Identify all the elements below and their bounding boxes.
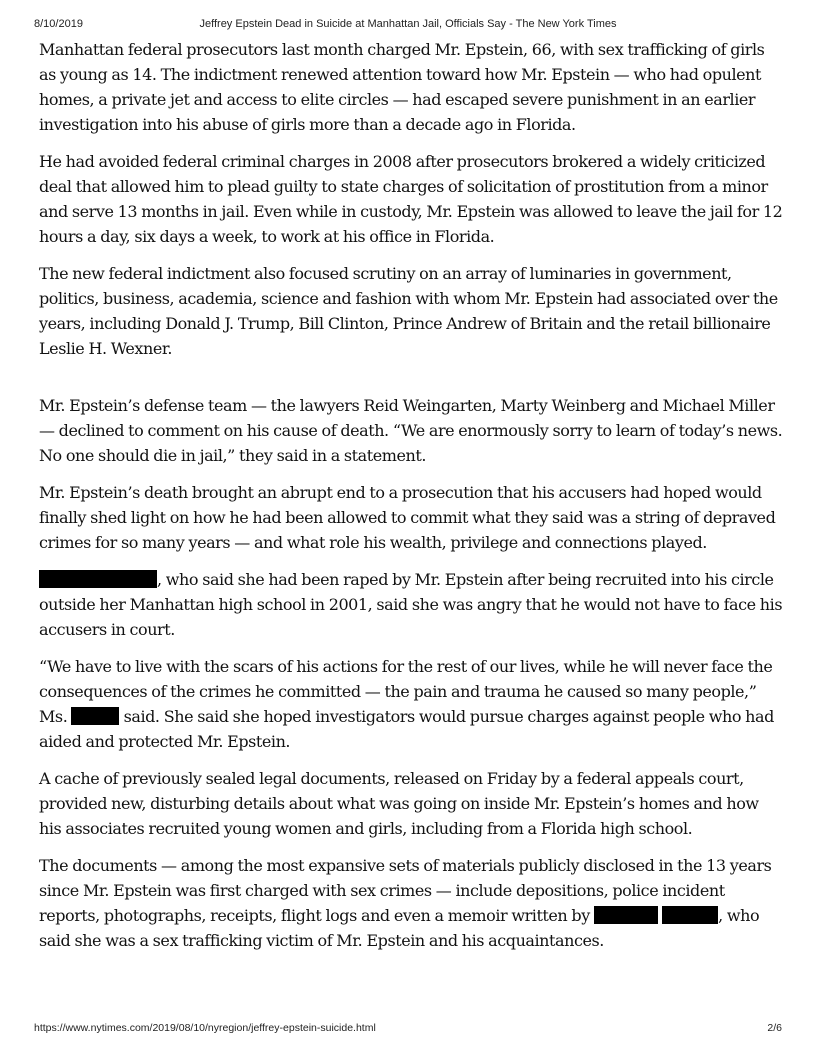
paragraph-documents-contents: The documents — among the most expansive sets of materials publicly disclosed in the 13 years since Mr. Epstein was first charged with sex crimes — include depositions, police incident reports, photographs, receipts, flight logs and even a memoir written by , who said she was a sex trafficking victim of Mr. Epstein and his acquaintances.: [39, 856, 772, 950]
source-url: https://www.nytimes.com/2019/08/10/nyregion/jeffrey-epstein-suicide.html: [34, 1022, 376, 1034]
page-title: Jeffrey Epstein Dead in Suicide at Manhattan Jail, Officials Say - The New York Times: [199, 18, 617, 30]
article-body: [39, 37, 783, 965]
paragraph-defense-team: Mr. Epstein’s defense team — the lawyers Reid Weingarten, Marty Weinberg and Michael Miller — declined to comment on his cause of death. “We are enormously sorry to learn of today’s news. No one should die in jail,” they said in a statement.: [39, 396, 783, 465]
paragraph-prosecutors: Manhattan federal prosecutors last month charged Mr. Epstein, 66, with sex trafficking of girls as young as 14. The indictment renewed attention toward how Mr. Epstein — who had opulent homes, a private jet and access to elite circles — had escaped severe punishment in an earlier investigation into his abuse of girls more than a decade ago in Florida.: [39, 40, 765, 134]
paragraph-prosecution-end: Mr. Epstein’s death brought an abrupt end to a prosecution that his accusers had hoped would finally shed light on how he had been allowed to commit what they said was a string of depraved crimes for so many years — and what role his wealth, privilege and connections played.: [39, 483, 776, 552]
paragraph-sealed-documents: A cache of previously sealed legal documents, released on Friday by a federal appeals court, provided new, disturbing details about what was going on inside Mr. Epstein’s homes and how his associates recruited young women and girls, including from a Florida high school.: [39, 769, 759, 838]
paragraph-indictment-scrutiny: The new federal indictment also focused scrutiny on an array of luminaries in government, politics, business, academia, science and fashion with whom Mr. Epstein had associated over the years, including Donald J. Trump, Bill Clinton, Prince Andrew of Britain and the retail billionaire Leslie H. Wexner.: [39, 264, 778, 358]
page-header: [34, 18, 782, 32]
redaction-box: [662, 906, 718, 924]
print-date: 8/10/2019: [34, 18, 83, 30]
page-number: 2/6: [767, 1022, 782, 1034]
redaction-box: [594, 906, 658, 924]
paragraph-2008-deal: He had avoided federal criminal charges in 2008 after prosecutors brokered a widely criticized deal that allowed him to plead guilty to state charges of solicitation of prostitution from a minor and serve 13 months in jail. Even while in custody, Mr. Epstein was allowed to leave the jail for 12 hours a day, six days a week, to work at his office in Florida.: [39, 152, 783, 246]
redaction-box: [71, 707, 119, 725]
page-footer: [34, 1022, 782, 1036]
paragraph-accuser-quote: “We have to live with the scars of his actions for the rest of our lives, while he will never face the consequences of the crimes he committed — the pain and trauma he caused so many people,” Ms. said. She said she hoped investigators would pursue charges against people who had aided and protected Mr. Epstein.: [39, 657, 774, 751]
redaction-box: [39, 570, 157, 588]
paragraph-accuser: , who said she had been raped by Mr. Epstein after being recruited into his circle outside her Manhattan high school in 2001, said she was angry that he would not have to face his accusers in court.: [39, 570, 783, 639]
